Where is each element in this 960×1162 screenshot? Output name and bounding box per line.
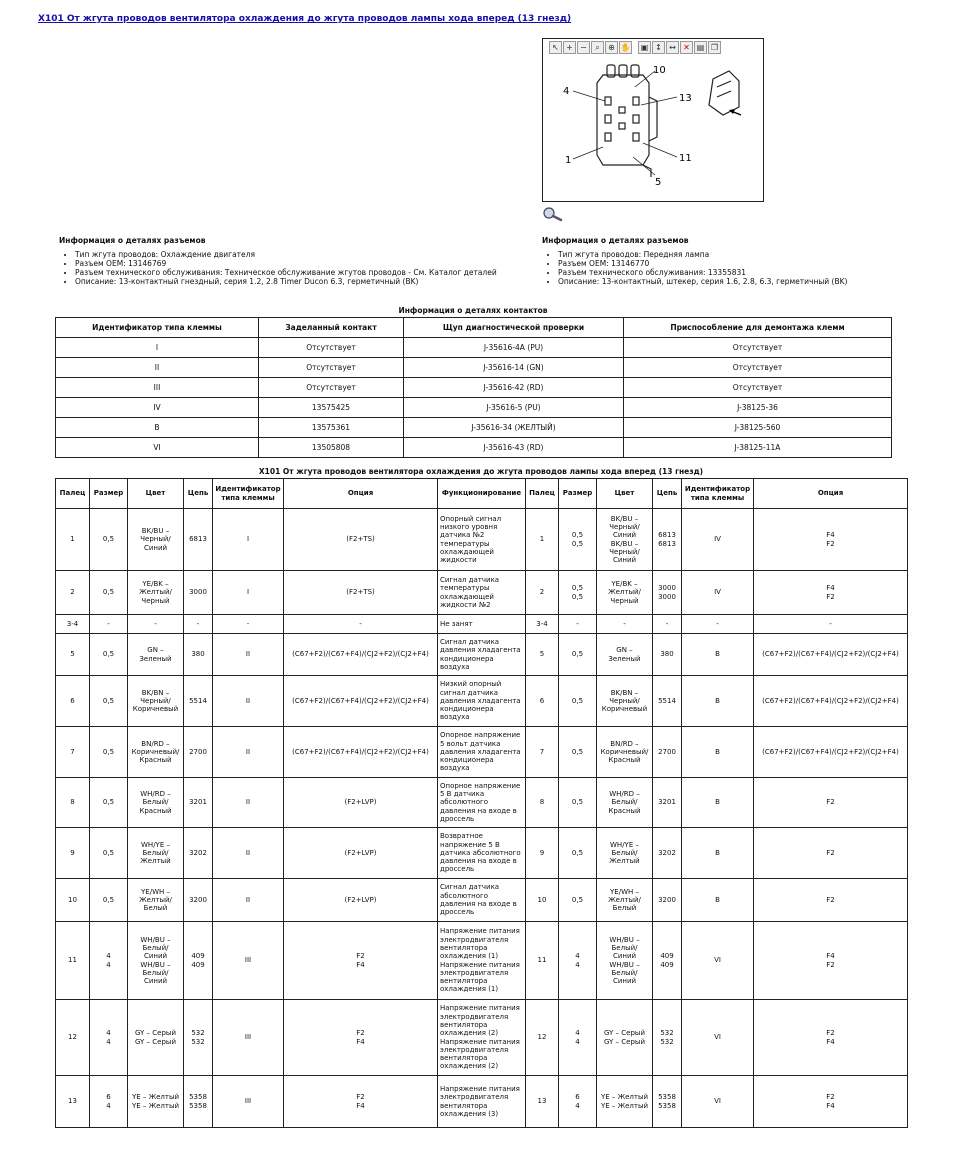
table-cell: 532 532: [184, 1000, 213, 1076]
table-cell: YE/BK – Желтый/ Черный: [597, 571, 653, 615]
column-header: Идентификатор типа клеммы: [682, 479, 754, 509]
fit-width-icon[interactable]: ↔: [666, 41, 679, 54]
callout-5: 5: [655, 177, 662, 188]
table-cell: F2 F4: [284, 1076, 438, 1128]
table-cell: 0,5: [90, 676, 128, 727]
table-row: [56, 778, 908, 828]
pinout-table-title: X101 От жгута проводов вентилятора охлаждения до жгута проводов лампы хода вперед (13 гнезд): [258, 467, 704, 476]
table-cell: 2: [526, 571, 559, 615]
table-cell: J-35616-4A (PU): [404, 338, 624, 358]
table-cell: 13505808: [259, 438, 404, 458]
table-cell: B: [56, 418, 259, 438]
table-cell: -: [559, 615, 597, 634]
table-row: [56, 727, 908, 778]
table-cell: GN – Зеленый: [128, 634, 184, 676]
table-cell: BK/BN – Черный/ Коричневый: [128, 676, 184, 727]
table-cell: B: [682, 879, 754, 922]
table-cell: WH/YE – Белый/ Желтый: [597, 828, 653, 879]
pan-icon[interactable]: ✋: [620, 43, 631, 52]
table-cell: 380: [184, 634, 213, 676]
table-cell: J-35616-14 (GN): [404, 358, 624, 378]
table-cell: B: [682, 634, 754, 676]
table-row: [56, 418, 892, 438]
left-info-title: Информация о деталях разъемов: [59, 236, 206, 245]
table-cell: Отсутствует: [624, 378, 892, 398]
table-row: [56, 358, 892, 378]
table-cell: 0,5: [90, 509, 128, 571]
table-cell: WH/RD – Белый/ Красный: [597, 778, 653, 828]
table-cell: 13575361: [259, 418, 404, 438]
table-cell: 5514: [653, 676, 682, 727]
table-row: [56, 922, 908, 1000]
table-cell: -: [597, 615, 653, 634]
list-item: • Описание: 13-контактный гнездный, серия 1.2, 2.8 Timer Ducon 6.3, герметичный (BK): [75, 277, 497, 286]
zoom-area-icon[interactable]: ⌕: [591, 41, 604, 54]
table-row: [56, 338, 892, 358]
table-row: [56, 378, 892, 398]
table-cell: II: [213, 676, 284, 727]
table-cell: IV: [56, 398, 259, 418]
callout-10: 10: [653, 65, 666, 76]
pointer-icon[interactable]: ↖: [549, 41, 562, 54]
table-cell: 0,5: [559, 828, 597, 879]
table-cell: Отсутствует: [624, 358, 892, 378]
table-cell: II: [213, 634, 284, 676]
column-header: Опция: [754, 479, 908, 509]
table-cell: 11: [526, 922, 559, 1000]
connector-diagram-viewer: [542, 38, 764, 202]
table-cell: F4 F2: [754, 922, 908, 1000]
table-cell: F4 F2: [754, 571, 908, 615]
column-header: Палец: [56, 479, 90, 509]
zoom-out-icon[interactable]: −: [577, 41, 590, 54]
right-connector-info: [542, 236, 847, 286]
table-cell: 3000 3000: [653, 571, 682, 615]
table-cell: 5: [56, 634, 90, 676]
copy-icon[interactable]: ❐: [708, 41, 721, 54]
table-cell: J-38125-560: [624, 418, 892, 438]
table-cell: 4 4: [90, 922, 128, 1000]
table-cell: 0,5: [559, 879, 597, 922]
list-item: • Разъем OEM: 13146770: [558, 259, 847, 268]
list-item: • Разъем технического обслуживания: Техническое обслуживание жгутов проводов - См. Каталог деталей: [75, 268, 497, 277]
list-item: • Разъем технического обслуживания: 13355831: [558, 268, 847, 277]
table-cell: 0,5: [90, 828, 128, 879]
table-cell: GY – Серый GY – Серый: [597, 1000, 653, 1076]
table-cell: IV: [682, 571, 754, 615]
column-header: Приспособление для демонтажа клемм: [624, 318, 892, 338]
table-cell: (F2+TS): [284, 571, 438, 615]
left-connector-info: [59, 236, 497, 286]
table-cell: II: [56, 358, 259, 378]
list-item: • Описание: 13-контактный, штекер, серия 1.6, 2.8, 6.3, герметичный (BK): [558, 277, 847, 286]
table-cell: 10: [56, 879, 90, 922]
table-cell: -: [184, 615, 213, 634]
connector-title-link[interactable]: X101 От жгута проводов вентилятора охлаждения до жгута проводов лампы хода вперед (13 гнезд): [38, 14, 572, 24]
table-cell: Низкий опорный сигнал датчика давления хладагента кондиционера воздуха: [438, 676, 526, 727]
table-cell: BK/BN – Черный/ Коричневый: [597, 676, 653, 727]
table-cell: 6813: [184, 509, 213, 571]
column-header: Цепь: [184, 479, 213, 509]
table-cell: Отсутствует: [259, 338, 404, 358]
table-cell: F2: [754, 828, 908, 879]
table-row: [56, 509, 908, 571]
table-cell: GN – Зеленый: [597, 634, 653, 676]
table-cell: 4 4: [559, 922, 597, 1000]
column-header: Опция: [284, 479, 438, 509]
pinout-table: [55, 478, 908, 1128]
table-row: [56, 571, 908, 615]
table-row: [56, 879, 908, 922]
table-cell: Возвратное напряжение 5 В датчика абсолютного давления на входе в дроссель: [438, 828, 526, 879]
table-cell: J-35616-5 (PU): [404, 398, 624, 418]
table-cell: J-35616-42 (RD): [404, 378, 624, 398]
table-cell: VI: [682, 1076, 754, 1128]
table-cell: -: [284, 615, 438, 634]
table-cell: 3-4: [56, 615, 90, 634]
table-cell: 5358 5358: [184, 1076, 213, 1128]
table-cell: III: [213, 922, 284, 1000]
table-cell: 4 4: [559, 1000, 597, 1076]
column-header: Цвет: [128, 479, 184, 509]
table-cell: (C67+F2)/(C67+F4)/(CJ2+F2)/(CJ2+F4): [754, 634, 908, 676]
column-header: Заделанный контакт: [259, 318, 404, 338]
table-cell: BK/BU – Черный/ Синий: [128, 509, 184, 571]
table-cell: WH/BU – Белый/ Синий WH/BU – Белый/ Синий: [597, 922, 653, 1000]
table-cell: Отсутствует: [259, 378, 404, 398]
table-cell: 2700: [653, 727, 682, 778]
table-cell: B: [682, 727, 754, 778]
table-cell: Сигнал датчика температуры охлаждающей жидкости №2: [438, 571, 526, 615]
table-cell: Напряжение питания электродвигателя вентилятора охлаждения (2) Напряжение питания электродвигателя вентилятора охлаждения (2): [438, 1000, 526, 1076]
table-cell: YE/BK – Желтый/ Черный: [128, 571, 184, 615]
table-cell: I: [213, 571, 284, 615]
table-cell: Сигнал датчика давления хладагента кондиционера воздуха: [438, 634, 526, 676]
table-cell: B: [682, 778, 754, 828]
table-cell: 0,5: [90, 571, 128, 615]
table-cell: (C67+F2)/(C67+F4)/(CJ2+F2)/(CJ2+F4): [284, 727, 438, 778]
table-cell: 0,5: [90, 778, 128, 828]
viewer-toolbar: [549, 41, 721, 55]
table-cell: Отсутствует: [259, 358, 404, 378]
table-cell: F2: [754, 778, 908, 828]
table-cell: YE/WH – Желтый/ Белый: [128, 879, 184, 922]
table-cell: F2 F4: [284, 922, 438, 1000]
table-cell: BK/BU – Черный/ Синий BK/BU – Черный/ Синий: [597, 509, 653, 571]
table-cell: F4 F2: [754, 509, 908, 571]
column-header: Функционирование: [438, 479, 526, 509]
table-cell: 13575425: [259, 398, 404, 418]
table-cell: F2: [754, 879, 908, 922]
table-cell: 10: [526, 879, 559, 922]
table-cell: 3202: [184, 828, 213, 879]
table-cell: 1: [526, 509, 559, 571]
table-cell: III: [213, 1076, 284, 1128]
table-cell: 0,5: [559, 634, 597, 676]
table-cell: (C67+F2)/(C67+F4)/(CJ2+F2)/(CJ2+F4): [754, 727, 908, 778]
table-cell: 6: [526, 676, 559, 727]
table-cell: II: [213, 828, 284, 879]
table-cell: (C67+F2)/(C67+F4)/(CJ2+F2)/(CJ2+F4): [284, 676, 438, 727]
table-cell: 3200: [653, 879, 682, 922]
table-cell: 0,5: [559, 778, 597, 828]
table-cell: 9: [56, 828, 90, 879]
callout-4: 4: [563, 86, 570, 97]
table-cell: (F2+LVP): [284, 879, 438, 922]
table-cell: 0,5: [559, 727, 597, 778]
table-cell: F2 F4: [754, 1000, 908, 1076]
table-cell: (F2+LVP): [284, 828, 438, 879]
table-cell: 8: [56, 778, 90, 828]
table-cell: Отсутствует: [624, 338, 892, 358]
zoom-in-icon[interactable]: +: [563, 41, 576, 54]
table-cell: 7: [56, 727, 90, 778]
table-cell: J-35616-34 (ЖЕЛТЫЙ): [404, 418, 624, 438]
table-cell: Опорное напряжение 5 В датчика абсолютного давления на входе в дроссель: [438, 778, 526, 828]
table-row: [56, 615, 908, 634]
connector-diagram: [543, 57, 763, 199]
table-cell: Напряжение питания электродвигателя вентилятора охлаждения (3): [438, 1076, 526, 1128]
table-cell: Опорное напряжение 5 вольт датчика давления хладагента кондиционера воздуха: [438, 727, 526, 778]
table-cell: -: [682, 615, 754, 634]
callout-1: 1: [565, 155, 572, 166]
table-cell: 532 532: [653, 1000, 682, 1076]
table-cell: 5358 5358: [653, 1076, 682, 1128]
table-cell: (C67+F2)/(C67+F4)/(CJ2+F2)/(CJ2+F4): [754, 676, 908, 727]
table-cell: YE – Желтый YE – Желтый: [128, 1076, 184, 1128]
table-cell: I: [56, 338, 259, 358]
fit-height-icon[interactable]: ↕: [652, 41, 665, 54]
table-cell: -: [128, 615, 184, 634]
table-cell: -: [213, 615, 284, 634]
column-header: Цвет: [597, 479, 653, 509]
table-cell: 9: [526, 828, 559, 879]
table-cell: 7: [526, 727, 559, 778]
table-cell: 6 4: [559, 1076, 597, 1128]
table-cell: VI: [682, 922, 754, 1000]
table-cell: J-35616-43 (RD): [404, 438, 624, 458]
table-cell: 2: [56, 571, 90, 615]
table-cell: 6: [56, 676, 90, 727]
table-cell: BN/RD – Коричневый/ Красный: [597, 727, 653, 778]
table-row: [56, 438, 892, 458]
table-row: [56, 676, 908, 727]
table-cell: 0,5: [90, 634, 128, 676]
table-cell: II: [213, 727, 284, 778]
table-cell: 0,5 0,5: [559, 571, 597, 615]
table-cell: WH/RD – Белый/ Красный: [128, 778, 184, 828]
table-cell: -: [653, 615, 682, 634]
table-row: [56, 1000, 908, 1076]
table-cell: 6813 6813: [653, 509, 682, 571]
table-cell: -: [90, 615, 128, 634]
table-cell: Не занят: [438, 615, 526, 634]
table-cell: II: [213, 778, 284, 828]
table-cell: 5514: [184, 676, 213, 727]
column-header: Палец: [526, 479, 559, 509]
print-icon[interactable]: ▤: [694, 41, 707, 54]
table-cell: 11: [56, 922, 90, 1000]
table-cell: 3202: [653, 828, 682, 879]
table-cell: (C67+F2)/(C67+F4)/(CJ2+F2)/(CJ2+F4): [284, 634, 438, 676]
table-cell: F2 F4: [754, 1076, 908, 1128]
table-cell: 3000: [184, 571, 213, 615]
table-cell: 3201: [653, 778, 682, 828]
table-cell: 0,5 0,5: [559, 509, 597, 571]
fit-page-icon[interactable]: ▣: [638, 41, 651, 54]
callout-13: 13: [679, 93, 692, 104]
table-cell: 6 4: [90, 1076, 128, 1128]
table-cell: Опорный сигнал низкого уровня датчика №2 температуры охлаждающей жидкости: [438, 509, 526, 571]
table-cell: J-38125-11A: [624, 438, 892, 458]
list-item: • Тип жгута проводов: Охлаждение двигателя: [75, 250, 497, 259]
table-cell: IV: [682, 509, 754, 571]
table-cell: 13: [56, 1076, 90, 1128]
table-cell: Сигнал датчика абсолютного давления на входе в дроссель: [438, 879, 526, 922]
right-info-title: Информация о деталях разъемов: [542, 236, 689, 245]
table-cell: III: [213, 1000, 284, 1076]
column-header: Идентификатор типа клеммы: [213, 479, 284, 509]
table-cell: VI: [56, 438, 259, 458]
table-cell: 409 409: [653, 922, 682, 1000]
table-cell: (F2+TS): [284, 509, 438, 571]
table-cell: 4 4: [90, 1000, 128, 1076]
table-cell: 0,5: [90, 727, 128, 778]
table-cell: Напряжение питания электродвигателя вентилятора охлаждения (1) Напряжение питания электродвигателя вентилятора охлаждения (1): [438, 922, 526, 1000]
contacts-table-title: Информация о деталях контактов: [398, 306, 548, 315]
table-row: [56, 828, 908, 879]
table-cell: 0,5: [90, 879, 128, 922]
table-cell: 380: [653, 634, 682, 676]
table-cell: 13: [526, 1076, 559, 1128]
table-cell: II: [213, 879, 284, 922]
table-cell: 2700: [184, 727, 213, 778]
table-row: [56, 634, 908, 676]
table-cell: J-38125-36: [624, 398, 892, 418]
table-cell: B: [682, 828, 754, 879]
table-cell: (F2+LVP): [284, 778, 438, 828]
column-header: Идентификатор типа клеммы: [56, 318, 259, 338]
column-header: Цепь: [653, 479, 682, 509]
zoom-region-icon[interactable]: ⊕: [605, 41, 618, 54]
table-cell: GY – Серый GY – Серый: [128, 1000, 184, 1076]
reset-icon[interactable]: ✕: [680, 41, 693, 54]
table-cell: 0,5: [559, 676, 597, 727]
zoom-magnifier-icon[interactable]: [542, 206, 564, 222]
list-item: • Тип жгута проводов: Передняя лампа: [558, 250, 847, 259]
column-header: Размер: [559, 479, 597, 509]
table-cell: 8: [526, 778, 559, 828]
table-cell: 3-4: [526, 615, 559, 634]
table-cell: I: [213, 509, 284, 571]
callout-11: 11: [679, 153, 692, 164]
table-cell: 3201: [184, 778, 213, 828]
table-cell: -: [754, 615, 908, 634]
table-cell: 12: [526, 1000, 559, 1076]
table-cell: YE – Желтый YE – Желтый: [597, 1076, 653, 1128]
column-header: Размер: [90, 479, 128, 509]
table-cell: YE/WH – Желтый/ Белый: [597, 879, 653, 922]
table-cell: 409 409: [184, 922, 213, 1000]
list-item: • Разъем OEM: 13146769: [75, 259, 497, 268]
table-cell: 1: [56, 509, 90, 571]
table-cell: B: [682, 676, 754, 727]
table-cell: F2 F4: [284, 1000, 438, 1076]
table-row: [56, 398, 892, 418]
table-cell: 5: [526, 634, 559, 676]
column-header: Щуп диагностической проверки: [404, 318, 624, 338]
table-cell: III: [56, 378, 259, 398]
contacts-table: [55, 317, 892, 458]
table-cell: WH/BU – Белый/ Синий WH/BU – Белый/ Синий: [128, 922, 184, 1000]
table-cell: VI: [682, 1000, 754, 1076]
table-cell: 3200: [184, 879, 213, 922]
table-row: [56, 1076, 908, 1128]
table-cell: 12: [56, 1000, 90, 1076]
table-cell: WH/YE – Белый/ Желтый: [128, 828, 184, 879]
table-cell: BN/RD – Коричневый/ Красный: [128, 727, 184, 778]
